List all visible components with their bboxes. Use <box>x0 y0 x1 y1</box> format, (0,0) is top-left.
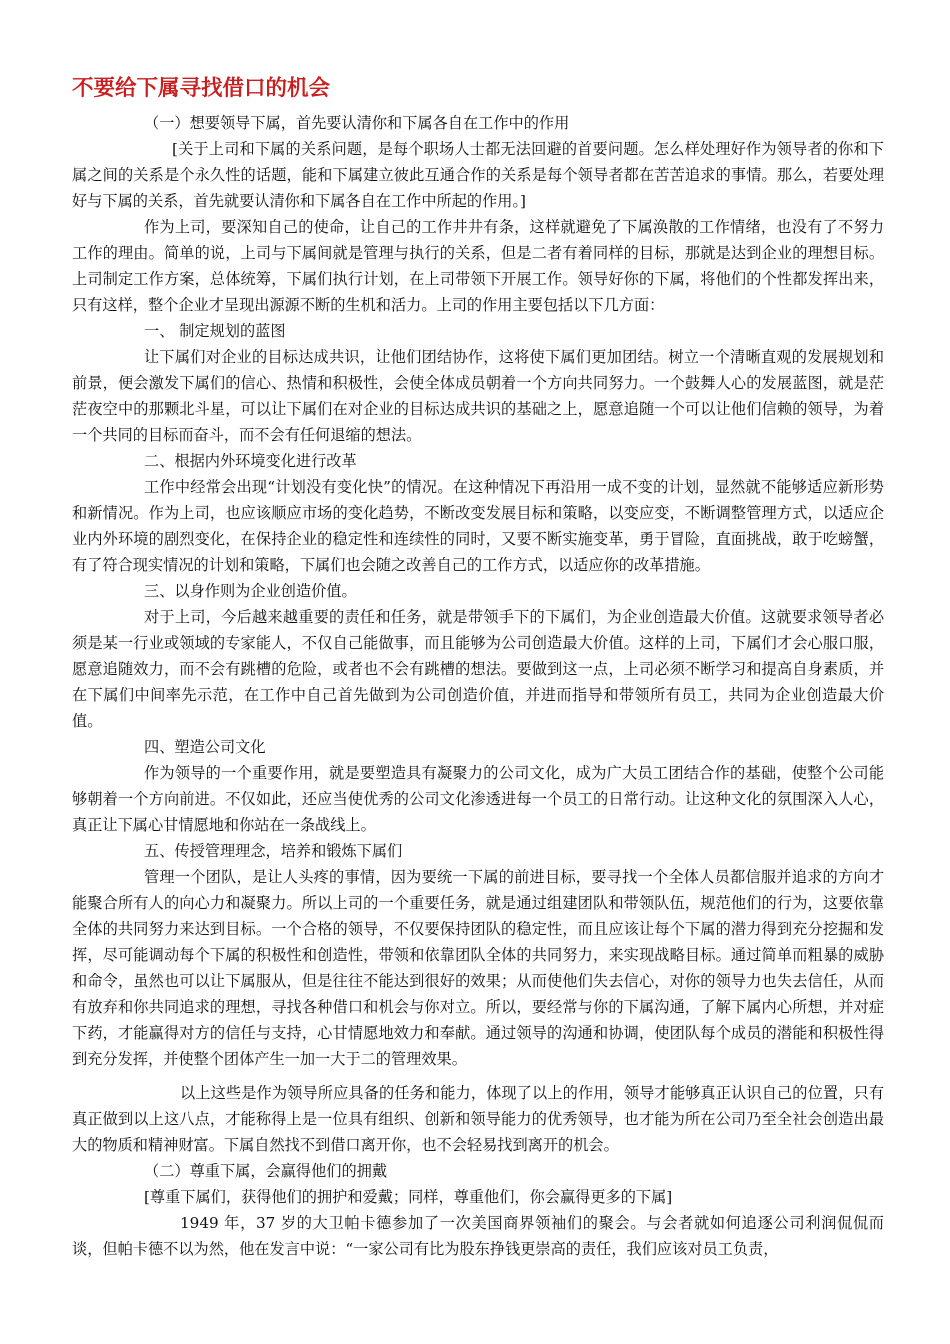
subheading-5: 五、传授管理理念，培养和锻炼下属们 <box>144 842 403 860</box>
subsection-1-paragraph: 让下属们对企业的目标达成共识，让他们团结协作，这将使下属们更加团结。树立一个清晰直观的发展规划和前景，便会激发下属们的信心、热情和积极性，会使全体成员朝着一个方向共同努力。一个鼓舞人心的发展蓝图，就是茫茫夜空中的那颗北斗星，可以让下属们在对企业的目标达成共识的基础之上，愿意追随一个可以让他们信赖的领导，为着一个共同的目标而奋斗，而不会有任何退缩的想法。 <box>72 348 884 444</box>
section-2-heading: （二）尊重下属，会赢得他们的拥戴 <box>144 1162 387 1180</box>
subheading-3: 三、以身作则为企业创造价值。 <box>144 582 357 600</box>
subheading-4: 四、塑造公司文化 <box>144 738 266 756</box>
subsection-5-paragraph: 管理一个团队，是让人头疼的事情，因为要统一下属的前进目标，要寻找一个全体人员都信服并追求的方向才能聚合所有人的向心力和凝聚力。所以上司的一个重要任务，就是通过组建团队和带领队伍，规范他们的行为，这要依靠全体的共同努力来达到目标。一个合格的领导，不仅要保持团队的稳定性，而且应该让每个下属的潜力得到充分挖掘和发挥，尽可能调动每个下属的积极性和创造性，带领和依靠团队全体的共同努力，来实现战略目标。通过简单而粗暴的威胁和命令，虽然也可以让下属服从，但是往往不能达到很好的效果；从而使他们失去信心，对你的领导力也失去信任，从而有放弃和你共同追求的理想，寻找各种借口和机会与你对立。所以，要经常与你的下属沟通，了解下属内心所想，并对症下药，才能赢得对方的信任与支持，心甘情愿地效力和奉献。通过领导的沟通和协调，使团队每个成员的潜能和积极性得到充分发挥，并使整个团体产生一加一大于二的管理效果。 <box>72 868 884 1068</box>
section-1-paragraph: 作为上司，要深知自己的使命，让自己的工作井井有条，这样就避免了下属涣散的工作情绪，也没有了不努力工作的理由。简单的说，上司与下属间就是管理与执行的关系，但是二者有着同样的目标，那就是达到企业的理想目标。上司制定工作方案，总体统筹，下属们执行计划，在上司带领下开展工作。领导好你的下属，将他们的个性都发挥出来，只有这样，整个企业才呈现出源源不断的生机和活力。上司的作用主要包括以下几方面： <box>72 218 884 314</box>
document-title: 不要给下属寻找借口的机会 <box>72 76 331 101</box>
subheading-2: 二、根据内外环境变化进行改革 <box>144 452 357 470</box>
subheading-1: 一、 制定规划的蓝图 <box>144 322 286 340</box>
subsection-3-paragraph: 对于上司，今后越来越重要的责任和任务，就是带领手下的下属们，为企业创造最大价值。这就要求领导者必须是某一行业或领域的专家能人，不仅自己能做事，而且能够为公司创造最大价值。这样的上司，下属们才会心服口服，愿意追随效力，而不会有跳槽的危险，或者也不会有跳槽的想法。要做到这一点，上司必须不断学习和提高自身素质，并在下属们中间率先示范，在工作中自己首先做到为公司创造价值，并进而指导和带领所有员工，共同为企业创造最大价值。 <box>72 608 884 730</box>
summary-paragraph: 以上这些是作为领导所应具备的任务和能力，体现了以上的作用，领导才能够真正认识自己的位置，只有真正做到以上这八点，才能称得上是一位具有组织、创新和领导能力的优秀领导，也才能为所在公司乃至全社会创造出最大的物质和精神财富。下属自然找不到借口离开你，也不会轻易找到离开的机会。 <box>72 1084 884 1154</box>
section-1-intro: [关于上司和下属的关系问题，是每个职场人士都无法回避的首要问题。怎么样处理好作为领导者的你和下属之间的关系是个永久性的话题，能和下属建立彼此互通合作的关系是每个领导者都在苦苦追求的事情。那么，若要处理好与下属的关系，首先就要认清你和下属各自在工作中所起的作用。] <box>72 140 884 210</box>
subsection-4-paragraph: 作为领导的一个重要作用，就是要塑造具有凝聚力的公司文化，成为广大员工团结合作的基础，使整个公司能够朝着一个方向前进。不仅如此，还应当使优秀的公司文化渗透进每一个员工的日常行动。让这种文化的氛围深入人心，真正让下属心甘情愿地和你站在一条战线上。 <box>72 764 884 834</box>
section-1-heading: （一）想要领导下属，首先要认清你和下属各自在工作中的作用 <box>144 114 570 132</box>
section-2-intro: [尊重下属们，获得他们的拥护和爱戴；同样，尊重他们，你会赢得更多的下属] <box>144 1188 673 1206</box>
section-2-paragraph: 1949 年，37 岁的大卫帕卡德参加了一次美国商界领袖们的聚会。与会者就如何追逐公司利润侃侃而谈，但帕卡德不以为然，他在发言中说：“一家公司有比为股东挣钱更崇高的责任，我们应该对员工负责， <box>72 1214 884 1258</box>
subsection-2-paragraph: 工作中经常会出现“计划没有变化快”的情况。在这种情况下再沿用一成不变的计划，显然就不能够适应新形势和新情况。作为上司，也应该顺应市场的变化趋势，不断改变发展目标和策略，以变应变，不断调整管理方式，以适应企业内外环境的剧烈变化，在保持企业的稳定性和连续性的同时，又要不断实施变革，勇于冒险，直面挑战，敢于吃螃蟹，有了符合现实情况的计划和策略，下属们也会随之改善自己的工作方式，以适应你的改革措施。 <box>72 478 884 574</box>
